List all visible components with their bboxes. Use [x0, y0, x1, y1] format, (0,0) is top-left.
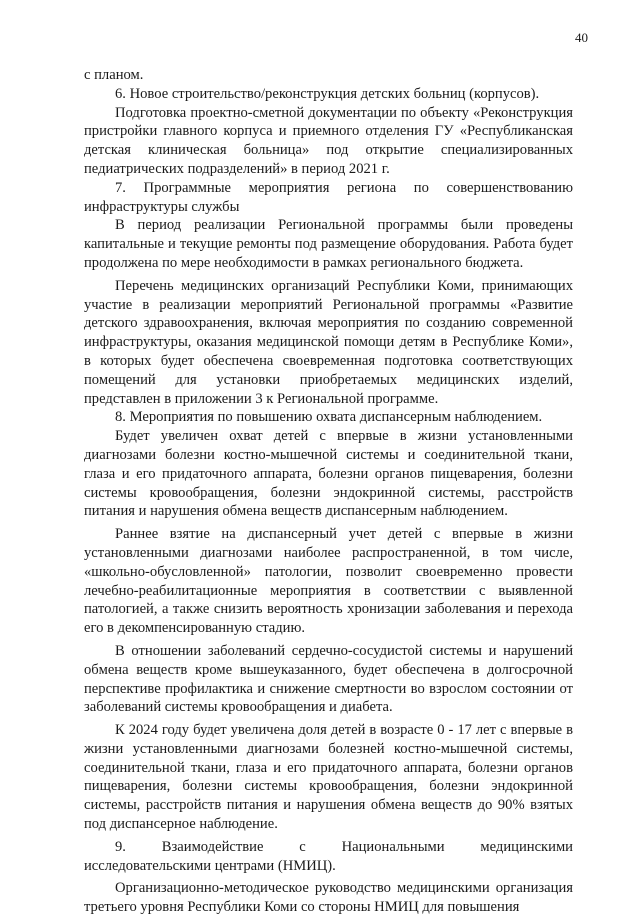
paragraph: с планом.	[84, 67, 144, 83]
paragraph: Подготовка проектно-сметной документации по объекту «Реконструкция пристройки главного корпуса и приемного отделения ГУ «Республиканская детская клиническая больница» под открытие специализированных педиатрических подразделений» в период 2021 г.	[84, 104, 573, 177]
paragraph: 9. Взаимодействие с Национальными медицинскими исследовательскими центрами (НМИЦ).	[84, 838, 573, 874]
paragraph: 6. Новое строительство/реконструкция детских больниц (корпусов).	[115, 85, 540, 102]
paragraph: В отношении заболеваний сердечно-сосудистой системы и нарушений обмена веществ кроме вышеуказанного, будет обеспечена в долгосрочной перспективе профилактика и снижение смертности во взрослом состоянии от заболеваний системы кровообращения и диабета.	[84, 642, 573, 716]
document-body	[84, 66, 573, 917]
paragraph: К 2024 году будет увеличена доля детей в возрасте 0 - 17 лет с впервые в жизни установленными диагнозами болезней костно-мышечной системы, соединительной ткани, глаза и его придаточного аппарата, болезни органов пищеварения, болезни системы кровообращения, болезни эндокринной системы, расстройств питания и нарушения обмена веществ до 90% взятых под диспансерное наблюдение.	[84, 722, 573, 833]
paragraph: В период реализации Региональной программы были проведены капитальные и текущие ремонты под размещение оборудования. Работа будет продолжена по мере необходимости в рамках регионального бюджета.	[84, 217, 573, 271]
paragraph: 8. Мероприятия по повышению охвата диспансерным наблюдением.	[115, 409, 543, 426]
paragraph: Раннее взятие на диспансерный учет детей с впервые в жизни установленными диагнозами наиболее распространенной, в том числе, «школьно-обусловленной» патологии, позволит своевременно провести лечебно-реабилитационные мероприятия в соответствии с выявленной патологией, а также снизить вероятность хронизации заболевания и перехода его в декомпенсированную стадию.	[84, 526, 573, 637]
paragraph: Организационно-методическое руководство медицинскими организация третьего уровня Республики Коми со стороны НМИЦ для повышения	[84, 880, 573, 916]
page-number: 40	[575, 30, 588, 45]
paragraph: 7. Программные мероприятия региона по совершенствованию инфраструктуры службы	[84, 179, 573, 215]
paragraph: Будет увеличен охват детей с впервые в жизни установленными диагнозами болезни костно-мышечной системы и соединительной ткани, глаза и его придаточного аппарата, болезни органов пищеварения, болезни системы кровообращения, болезни эндокринной системы, расстройств питания и нарушения обмена веществ диспансерным наблюдением.	[84, 428, 573, 520]
paragraph: Перечень медицинских организаций Республики Коми, принимающих участие в реализации мероприятий Региональной программы «Развитие детского здравоохранения, включая мероприятия по созданию современной инфраструктуры, оказания медицинской помощи детям в Республике Коми», в которых будет обеспечена своевременная подготовка соответствующих помещений для установки приобретаемых медицинских изделий, представлен в приложении 3 к Региональной программе.	[84, 277, 573, 407]
